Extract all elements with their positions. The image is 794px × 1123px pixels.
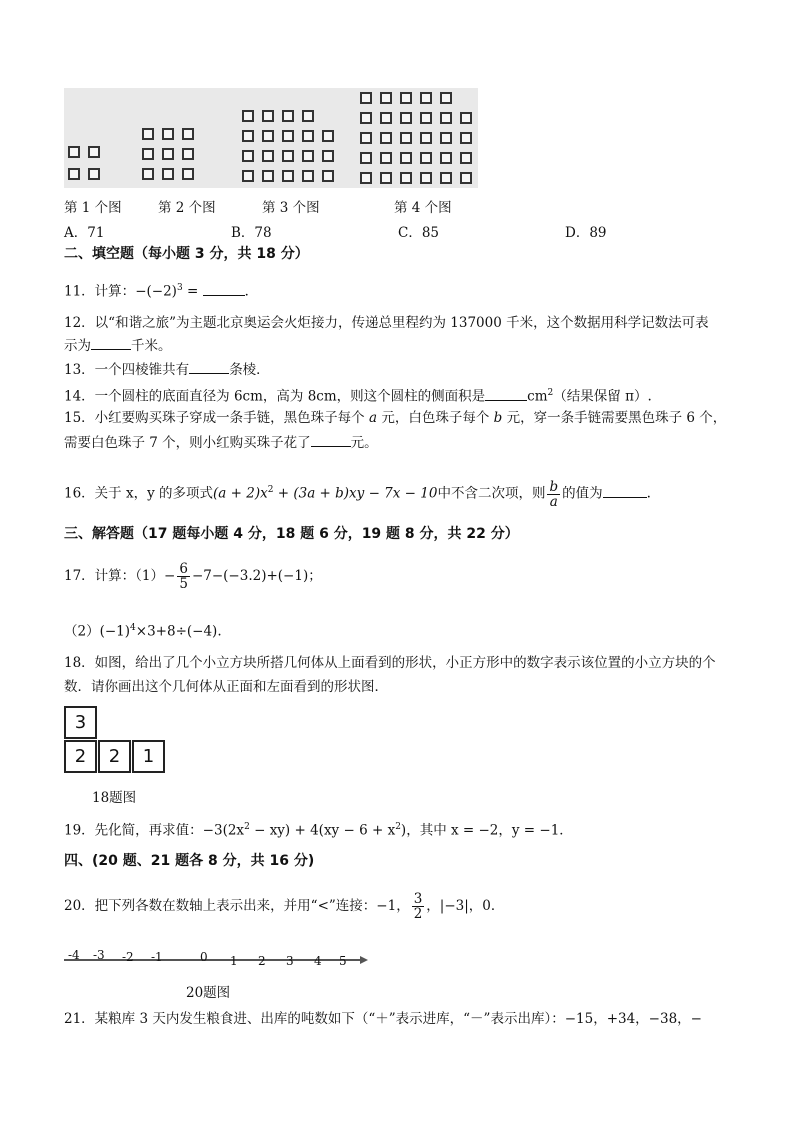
square [262,130,274,142]
figure-caption: 20题图 [186,985,231,1001]
square [68,146,80,158]
figure-caption: 18题图 [92,790,137,806]
grid-cell: 2 [98,740,131,773]
square [302,110,314,122]
square [182,168,194,180]
square [460,172,472,184]
tick-label: 5 [339,954,347,968]
square [420,172,432,184]
question-13: 13．一个四棱锥共有 条棱． [64,359,270,380]
square [460,152,472,164]
square [242,110,254,122]
tick-label: 3 [286,954,294,968]
square [262,170,274,182]
square [142,168,154,180]
grid-cell: 1 [132,740,165,773]
square [162,128,174,140]
question-12: 12．以“和谐之旅”为主题北京奥运会火炬接力，传递总里程约为 137000 千米，这个数据用科学记数法可表 [64,315,709,331]
grid-cell: 2 [64,740,97,773]
square [322,150,334,162]
square [440,132,452,144]
square [400,132,412,144]
square [322,170,334,182]
square [360,152,372,164]
square [380,92,392,104]
question-15-cont: 需要白色珠子 7 个，则小红购买珠子花了 元。 [64,432,378,453]
square [242,130,254,142]
square [142,128,154,140]
figure-label-1: 第 1 个图 [64,200,122,216]
square [282,130,294,142]
question-14: 14．一个圆柱的底面直径为 6cm，高为 8cm，则这个圆柱的侧面积是 $cm^2$（结果保留 π）. [64,383,652,407]
grid-cell: 3 [64,706,97,739]
square [420,112,432,124]
question-18: 18．如图，给出了几个小立方块所搭几何体从上面看到的形状，小正方形中的数字表示该位置的小立方块的个 [64,655,716,671]
option-b: B．78 [231,225,272,241]
tick-label: 4 [314,954,322,968]
option-c: C．85 [398,225,440,241]
square [142,148,154,160]
option-d: D．89 [565,225,607,241]
square [322,130,334,142]
square [262,110,274,122]
square [162,148,174,160]
square [68,168,80,180]
tick-label: -4 [68,948,80,962]
question-11: 11．计算：$-(-2)^3$ = ． [64,278,258,302]
square [302,150,314,162]
square [360,172,372,184]
figure-label-2: 第 2 个图 [158,200,216,216]
square [440,172,452,184]
tick-label: 2 [258,954,266,968]
square [282,110,294,122]
square [182,128,194,140]
square [400,172,412,184]
section-title: 三、解答题（17 题每小题 4 分，18 题 6 分，19 题 8 分，共 22 分） [64,526,519,542]
square [360,132,372,144]
square [440,92,452,104]
square [282,170,294,182]
square [88,146,100,158]
number-line [64,946,369,976]
question-18-cont: 数．请你画出这个几何体从正面和左面看到的形状图． [64,679,388,695]
square [162,168,174,180]
question-20: 20．把下列各数在数轴上表示出来，并用“<”连接：−1， $\frac{3}{2}$ ，|−3|，0． [64,891,505,922]
tick-label: -1 [151,950,163,964]
square [400,92,412,104]
square [88,168,100,180]
square [400,112,412,124]
square [460,112,472,124]
square [302,130,314,142]
square [242,170,254,182]
square [420,132,432,144]
square [420,92,432,104]
tick-label: 0 [200,950,208,964]
pattern-figures [64,88,478,188]
option-a: A．71 [64,225,105,241]
square [360,92,372,104]
square [182,148,194,160]
question-17-part2: $(2)(-1)^4\times 3+8\div(-4)$. [64,623,222,640]
question-15: 15．小红要购买珠子穿成一条手链，黑色珠子每个 a 元，白色珠子每个 b 元，穿一条手链需要黑色珠子 6 个， [64,410,727,426]
section-title: 四、(20 题、21 题各 8 分，共 16 分) [64,853,315,869]
square [420,152,432,164]
figure-label-3: 第 3 个图 [262,200,320,216]
square [440,152,452,164]
square [380,152,392,164]
question-12-cont: 示为 千米。 [64,335,172,356]
square [262,150,274,162]
square [440,112,452,124]
square [400,152,412,164]
tick-label: -3 [93,948,105,962]
tick-label: -2 [122,950,134,964]
section-title: 二、填空题（每小题 3 分，共 18 分） [64,246,309,262]
question-16: 16．关于 x，y 的多项式$(a + 2)x^2 + (3a + b)xy - 7x - 10$中不含二次项，则 $\frac{b}{a}$ 的值为 . [64,478,651,510]
tick-label: 1 [230,954,238,968]
question-19: 19．先化简，再求值：$-3(2x^2 - xy) + 4(xy - 6 + x^2)$，其中 x = −2，y = −1． [64,822,573,839]
square [380,112,392,124]
square [380,132,392,144]
square [282,150,294,162]
figure-label-4: 第 4 个图 [394,200,452,216]
square [302,170,314,182]
square [360,112,372,124]
square [460,132,472,144]
square [242,150,254,162]
square [380,172,392,184]
question-21: 21．某粮库 3 天内发生粮食进、出库的吨数如下（“＋”表示进库，“－”表示出库）：−15，+34，−38，− [64,1011,702,1027]
question-17-part1: 17．计算：（1）− $\frac{6}{5}$ −7−(−3.2)+(−1)； [64,561,322,592]
